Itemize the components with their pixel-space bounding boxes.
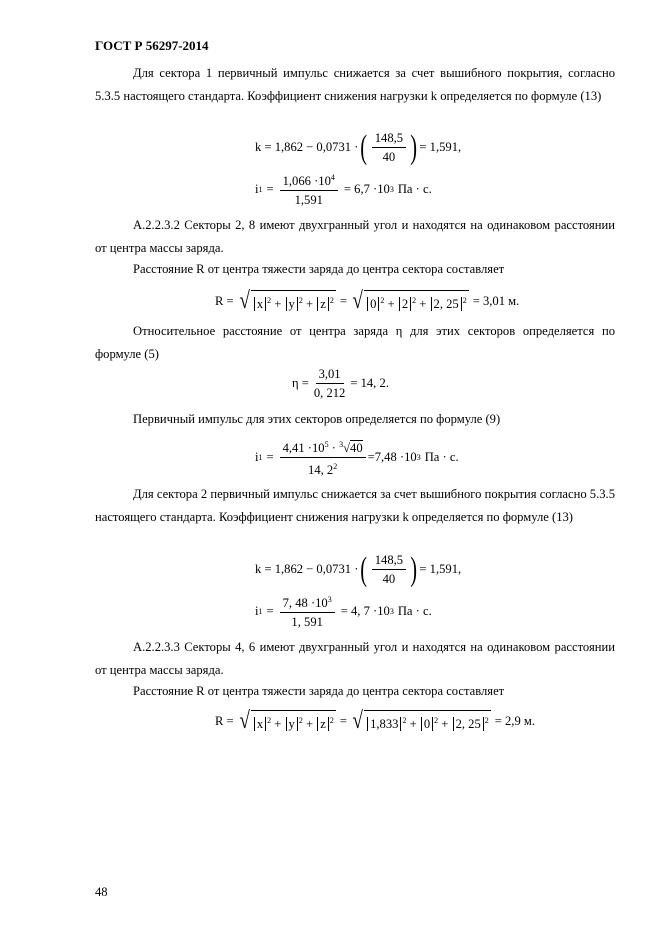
- formula-k-sector2: k = 1,862 − 0,0731 · ( $\frac{148,5}{40}$ ) = 1,591,: [255, 550, 462, 588]
- formula-impulse-sector2: i 1 = $\frac{7, 48 \cdot 10^3}{1, 591}$ = 4, 7 ·10 3 Па · с.: [255, 592, 432, 630]
- formula-r-sectors-4-6: R = √ x $^2$ + y $^2$ + z $^2$ = √ 1,833 $^2$ + 0 $^2$ + 2, 25 $^2$ = 2,9 м.: [215, 708, 536, 734]
- fraction: $\frac{1,066 \cdot 10^4}{1,591}$: [280, 170, 338, 208]
- formula-eta: η = $\frac{3,01}{0, 212}$ = 14, 2.: [292, 367, 389, 400]
- fraction: $\frac{4,41 \cdot 10^5 \cdot ^3√40}{14, 2^2}$: [280, 437, 366, 478]
- fraction: $\frac{7, 48 \cdot 10^3}{1, 591}$: [280, 592, 335, 630]
- paragraph-relative-distance: Относительное расстояние от центра заряда η для этих секторов определяется по формуле (5): [95, 324, 615, 361]
- page-number: 48: [95, 885, 108, 899]
- paragraph-distance-r: Расстояние R от центра тяжести заряда до центра сектора составляет: [133, 262, 505, 276]
- paragraph-primary-impulse: Первичный импульс для этих секторов определяется по формуле (9): [133, 412, 501, 426]
- formula-rhs: = 1,591,: [419, 140, 462, 154]
- paragraph-sector2: Для сектора 2 первичный импульс снижается за счет вышибного покрытия согласно 5.3.5 настоящего стандарта. Коэффициент снижения нагрузки k определяется по формуле (13): [95, 487, 615, 524]
- formula-impulse-sector1: i 1 = $\frac{1,066 \cdot 10^4}{1,591}$ = 6,7 ·10 3 Па · с.: [255, 170, 432, 208]
- formula-k-sector1: k = 1,862 − 0,0731 · ( $\frac{148,5}{40}$ ) = 1,591,: [255, 128, 462, 166]
- paragraph-distance-r-2: Расстояние R от центра тяжести заряда до центра сектора составляет: [133, 684, 505, 698]
- fraction: $\frac{148,5}{40}$: [372, 130, 406, 165]
- fraction: $\frac{148,5}{40}$: [372, 552, 406, 587]
- paragraph-sectors-4-6: А.2.2.3.3 Секторы 4, 6 имеют двухгранный угол и находятся на одинаковом расстоянии от центра массы заряда.: [95, 640, 615, 677]
- paragraph-sector1: Для сектора 1 первичный импульс снижается за счет вышибного покрытия, согласно 5.3.5 настоящего стандарта. Коэффициент снижения нагрузки k определяется по формуле (13): [95, 66, 615, 103]
- formula-lhs: k = 1,862 − 0,0731 ·: [255, 140, 359, 154]
- formula-impulse-sectors-2-8: i 1 = $\frac{4,41 \cdot 10^5 \cdot ^3√40}{14, 2^2}$ =7,48 ·10 3 Па · с.: [255, 437, 459, 478]
- formula-r-sectors-2-8: R = √ x $^2$ + y $^2$ + z $^2$ = √ 0 $^2$ + 2 $^2$ + 2, 25 $^2$ = 3,01 м.: [215, 288, 520, 314]
- standard-title: ГОСТ Р 56297-2014: [95, 38, 209, 53]
- fraction: $\frac{3,01}{0, 212}$: [313, 367, 346, 400]
- paragraph-sectors-2-8: А.2.2.3.2 Секторы 2, 8 имеют двухгранный угол и находятся на одинаковом расстоянии от центра массы заряда.: [95, 218, 615, 255]
